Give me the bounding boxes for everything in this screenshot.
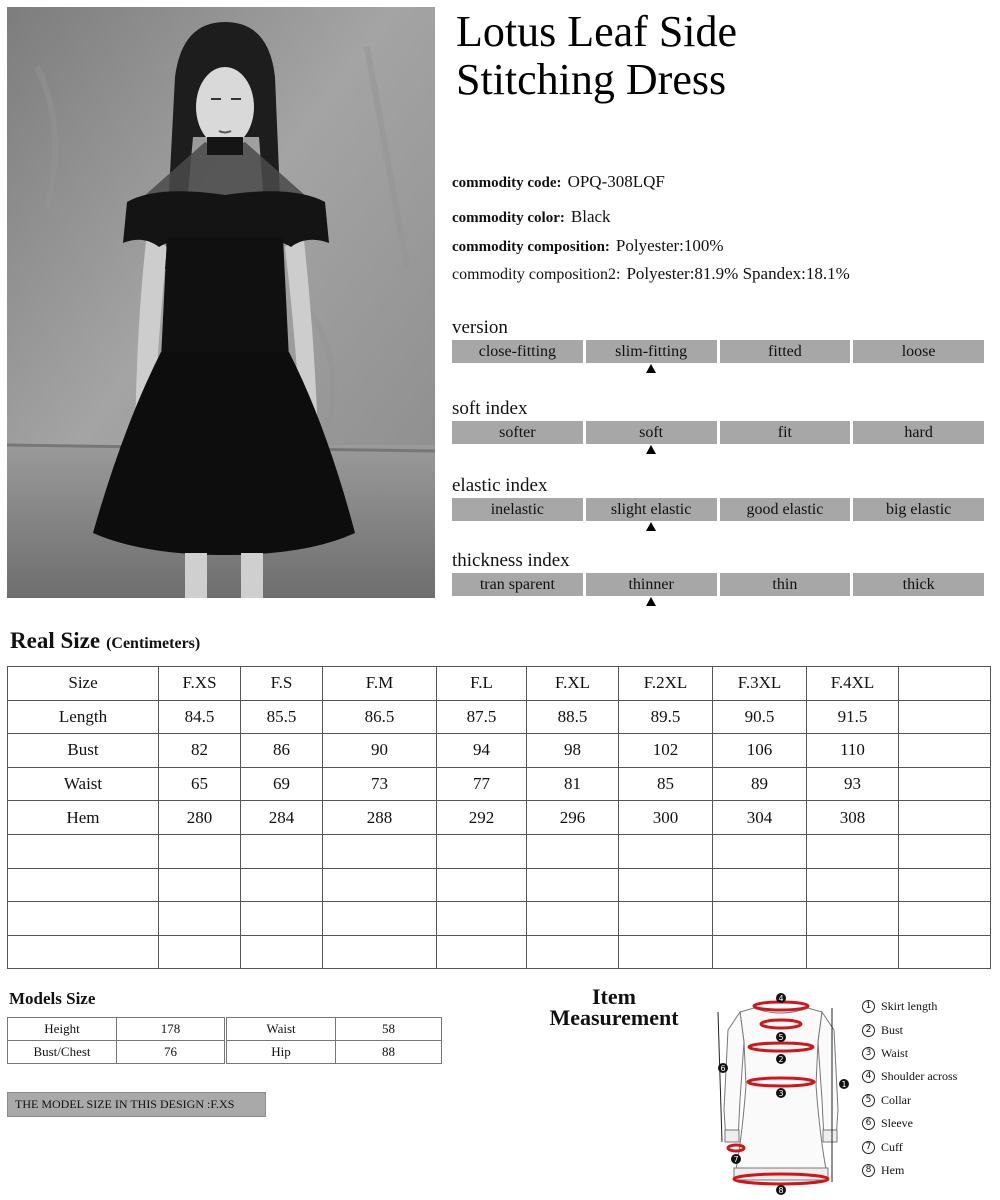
product-title-line-2: Stitching Dress: [456, 55, 727, 104]
version-scale: [452, 316, 984, 363]
table-cell: 288: [323, 801, 437, 835]
table-cell: [159, 834, 241, 868]
scale-title: version: [452, 317, 508, 338]
table-cell: [899, 801, 991, 835]
svg-text:7: 7: [733, 1155, 739, 1164]
table-cell: 65: [159, 767, 241, 801]
scale-option: slim-fitting: [586, 340, 717, 363]
scale-title: soft index: [452, 398, 528, 419]
table-cell: [899, 734, 991, 768]
row-label-cell: [8, 868, 159, 902]
legend-item: [862, 1065, 957, 1088]
table-row: [8, 868, 991, 902]
attr-value: Polyester:81.9% Spandex:18.1%: [626, 264, 850, 283]
table-cell: [159, 935, 241, 969]
commodity-composition2: [452, 264, 850, 284]
dress-measurement-diagram: [710, 990, 855, 1198]
models-size-table-right: [226, 1017, 442, 1064]
legend-item: [862, 1042, 957, 1065]
scale-option: fitted: [720, 340, 851, 363]
svg-text:6: 6: [720, 1064, 726, 1073]
legend-label: Collar: [881, 1092, 911, 1107]
table-cell: 106: [713, 734, 807, 768]
table-cell: F.M: [323, 667, 437, 701]
table-cell: 90: [323, 734, 437, 768]
table-cell: [713, 834, 807, 868]
table-row: [227, 1018, 442, 1041]
selection-marker-icon: [646, 597, 656, 606]
table-cell: F.XL: [527, 667, 619, 701]
table-cell: 308: [807, 801, 899, 835]
table-cell: [899, 868, 991, 902]
scale-option: slight elastic: [586, 498, 717, 521]
scale-option: thinner: [586, 573, 717, 596]
model-in-dress-image: [7, 7, 435, 598]
row-label-cell: Size: [8, 667, 159, 701]
commodity-color: [452, 207, 611, 227]
item-measurement-heading-line-1: Item: [592, 984, 636, 1009]
legend-label: Hem: [881, 1162, 905, 1177]
scale-option: softer: [452, 421, 583, 444]
soft-index-scale: [452, 397, 984, 444]
measurement-legend: [862, 995, 957, 1182]
measure-value: 178: [117, 1018, 225, 1041]
commodity-code: [452, 172, 665, 192]
table-cell: 81: [527, 767, 619, 801]
measure-value: 76: [117, 1041, 225, 1064]
item-measurement-heading-line-2: Measurement: [549, 1005, 679, 1030]
attr-label: commodity composition:: [452, 239, 610, 255]
item-measurement-heading: [530, 986, 698, 1028]
table-cell: [437, 935, 527, 969]
table-cell: 110: [807, 734, 899, 768]
table-cell: 85.5: [241, 700, 323, 734]
svg-text:1: 1: [841, 1080, 847, 1089]
selection-marker-icon: [646, 522, 656, 531]
table-cell: F.2XL: [619, 667, 713, 701]
table-cell: [437, 834, 527, 868]
legend-number: 8: [862, 1164, 875, 1177]
table-cell: [807, 902, 899, 936]
table-cell: [899, 834, 991, 868]
row-label-cell: Bust: [8, 734, 159, 768]
scale-option: close-fitting: [452, 340, 583, 363]
table-cell: [241, 935, 323, 969]
table-row: [8, 1041, 225, 1064]
table-row: [8, 801, 991, 835]
scale-option: thick: [853, 573, 984, 596]
table-cell: 77: [437, 767, 527, 801]
scale-option: big elastic: [853, 498, 984, 521]
commodity-composition: [452, 236, 724, 256]
real-size-heading: [10, 628, 200, 654]
table-cell: [713, 902, 807, 936]
thickness-index-scale: [452, 549, 984, 596]
table-cell: [527, 935, 619, 969]
elastic-index-scale: [452, 474, 984, 521]
row-label-cell: Length: [8, 700, 159, 734]
row-label-cell: Hem: [8, 801, 159, 835]
table-cell: 94: [437, 734, 527, 768]
table-cell: 89: [713, 767, 807, 801]
table-cell: [807, 935, 899, 969]
measure-label: Height: [8, 1018, 117, 1041]
table-cell: 280: [159, 801, 241, 835]
table-cell: [619, 834, 713, 868]
real-size-title: Real Size: [10, 628, 101, 653]
legend-number: 7: [862, 1141, 875, 1154]
table-cell: [159, 868, 241, 902]
table-cell: [899, 767, 991, 801]
legend-number: 5: [862, 1094, 875, 1107]
legend-label: Waist: [881, 1045, 909, 1060]
svg-text:2: 2: [778, 1055, 784, 1064]
attr-label: commodity code:: [452, 175, 562, 191]
table-cell: [899, 902, 991, 936]
table-row: [8, 935, 991, 969]
real-size-unit: (Centimeters): [106, 635, 201, 652]
size-chart-table: [7, 666, 991, 969]
table-row: [227, 1041, 442, 1064]
legend-item: [862, 1018, 957, 1041]
legend-item: [862, 1159, 957, 1182]
scale-option: thin: [720, 573, 851, 596]
legend-label: Bust: [881, 1022, 904, 1037]
scale-option: good elastic: [720, 498, 851, 521]
table-cell: 82: [159, 734, 241, 768]
measure-label: Bust/Chest: [8, 1041, 117, 1064]
table-cell: [437, 902, 527, 936]
legend-number: 2: [862, 1024, 875, 1037]
table-cell: F.L: [437, 667, 527, 701]
table-cell: F.3XL: [713, 667, 807, 701]
table-cell: 73: [323, 767, 437, 801]
table-cell: 86: [241, 734, 323, 768]
table-cell: [323, 902, 437, 936]
model-size-note: THE MODEL SIZE IN THIS DESIGN :F.XS: [7, 1092, 266, 1117]
legend-number: 6: [862, 1117, 875, 1130]
table-cell: [437, 868, 527, 902]
table-cell: [241, 902, 323, 936]
row-label-cell: [8, 935, 159, 969]
attr-label: commodity composition2:: [452, 266, 621, 283]
svg-text:5: 5: [778, 1033, 784, 1042]
table-cell: [527, 868, 619, 902]
scale-title: thickness index: [452, 550, 570, 571]
attr-value: Polyester:100%: [615, 236, 724, 255]
table-cell: [899, 700, 991, 734]
table-cell: F.XS: [159, 667, 241, 701]
models-size-table-left: [7, 1017, 225, 1064]
legend-label: Sleeve: [881, 1116, 913, 1131]
product-photo: [7, 7, 435, 598]
svg-text:4: 4: [778, 994, 784, 1003]
scale-title: elastic index: [452, 475, 548, 496]
attr-value: Black: [570, 207, 611, 226]
legend-item: [862, 1112, 957, 1135]
measure-value: 58: [336, 1018, 442, 1041]
row-label-cell: [8, 902, 159, 936]
product-title: [456, 8, 976, 104]
table-cell: 85: [619, 767, 713, 801]
table-cell: 93: [807, 767, 899, 801]
scale-option: hard: [853, 421, 984, 444]
svg-text:8: 8: [778, 1186, 784, 1195]
row-label-cell: Waist: [8, 767, 159, 801]
table-cell: 102: [619, 734, 713, 768]
table-cell: F.4XL: [807, 667, 899, 701]
table-cell: [619, 868, 713, 902]
table-cell: 69: [241, 767, 323, 801]
table-cell: [807, 834, 899, 868]
scale-option: inelastic: [452, 498, 583, 521]
scale-option: soft: [586, 421, 717, 444]
size-header-row: [8, 667, 991, 701]
row-label-cell: [8, 834, 159, 868]
measure-value: 88: [336, 1041, 442, 1064]
measure-label: Hip: [227, 1041, 336, 1064]
table-cell: 88.5: [527, 700, 619, 734]
table-row: [8, 834, 991, 868]
selection-marker-icon: [646, 364, 656, 373]
legend-item: [862, 1089, 957, 1112]
table-cell: [619, 902, 713, 936]
scale-option: fit: [720, 421, 851, 444]
scale-option: tran sparent: [452, 573, 583, 596]
table-row: [8, 1018, 225, 1041]
table-cell: [619, 935, 713, 969]
table-cell: [241, 834, 323, 868]
table-cell: 296: [527, 801, 619, 835]
table-cell: [527, 902, 619, 936]
table-cell: 300: [619, 801, 713, 835]
table-cell: 86.5: [323, 700, 437, 734]
table-cell: 89.5: [619, 700, 713, 734]
table-cell: [323, 935, 437, 969]
table-cell: 87.5: [437, 700, 527, 734]
size-chart-body: [8, 667, 991, 969]
svg-text:3: 3: [778, 1089, 784, 1098]
table-cell: 84.5: [159, 700, 241, 734]
table-row: [8, 902, 991, 936]
legend-item: [862, 995, 957, 1018]
selection-marker-icon: [646, 445, 656, 454]
product-title-line-1: Lotus Leaf Side: [456, 7, 738, 56]
table-cell: 284: [241, 801, 323, 835]
attr-label: commodity color:: [452, 210, 565, 226]
attr-value: OPQ-308LQF: [567, 172, 665, 191]
table-row: [8, 767, 991, 801]
legend-label: Skirt length: [881, 999, 938, 1014]
measure-label: Waist: [227, 1018, 336, 1041]
table-row: [8, 734, 991, 768]
table-cell: [323, 834, 437, 868]
table-cell: [899, 935, 991, 969]
legend-label: Cuff: [881, 1139, 903, 1154]
table-row: [8, 700, 991, 734]
legend-item: [862, 1135, 957, 1158]
table-cell: [713, 935, 807, 969]
table-cell: 90.5: [713, 700, 807, 734]
table-cell: 91.5: [807, 700, 899, 734]
table-cell: 292: [437, 801, 527, 835]
table-cell: [527, 834, 619, 868]
table-cell: 304: [713, 801, 807, 835]
table-cell: [323, 868, 437, 902]
table-cell: [899, 667, 991, 701]
scale-option: loose: [853, 340, 984, 363]
table-cell: [241, 868, 323, 902]
legend-label: Shoulder across: [881, 1069, 958, 1084]
table-cell: 98: [527, 734, 619, 768]
table-cell: [159, 902, 241, 936]
table-cell: [713, 868, 807, 902]
models-size-heading: Models Size: [9, 989, 96, 1008]
legend-number: 3: [862, 1047, 875, 1060]
legend-number: 1: [862, 1000, 875, 1013]
table-cell: F.S: [241, 667, 323, 701]
legend-number: 4: [862, 1070, 875, 1083]
table-cell: [807, 868, 899, 902]
